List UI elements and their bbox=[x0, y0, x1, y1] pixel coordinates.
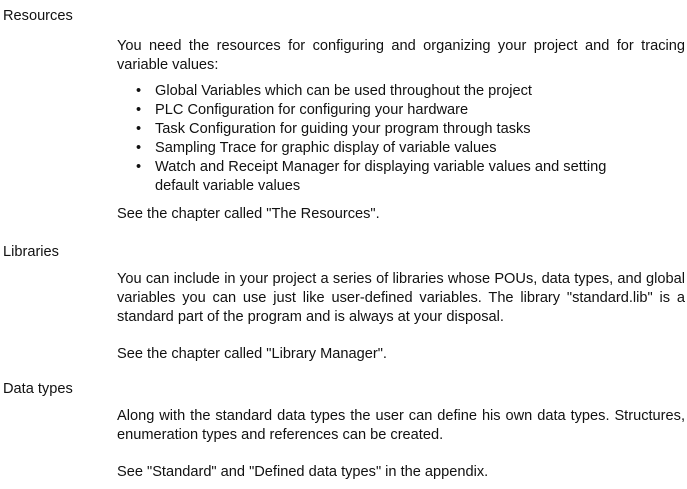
resources-body bbox=[117, 37, 685, 224]
bullet-icon: • bbox=[136, 159, 142, 175]
resources-see-also: See the chapter called "The Resources". bbox=[117, 206, 380, 222]
resources-bullet-list bbox=[117, 82, 685, 196]
libraries-text: You can include in your project a series of libraries whose POUs, data types, and global variables you can use just like user-defined variables. The library "standard.lib" is a standard part of the program and is always at your disposal. bbox=[117, 271, 685, 325]
bullet-item bbox=[117, 82, 685, 101]
bullet-text: Task Configuration for guiding your program through tasks bbox=[155, 121, 531, 137]
data-types-body bbox=[117, 407, 685, 482]
data-types-see-also: See "Standard" and "Defined data types" in the appendix. bbox=[117, 464, 489, 480]
heading-resources: Resources bbox=[3, 8, 73, 24]
heading-data-types: Data types bbox=[3, 381, 73, 397]
resources-intro: You need the resources for configuring and organizing your project and for tracing variable values: bbox=[117, 38, 685, 73]
bullet-text: Global Variables which can be used throughout the project bbox=[155, 83, 532, 99]
bullet-icon: • bbox=[136, 83, 142, 99]
data-types-text: Along with the standard data types the user can define his own data types. Structures, enumeration types and references can be created. bbox=[117, 408, 685, 443]
bullet-item bbox=[117, 101, 685, 120]
bullet-item bbox=[117, 158, 685, 196]
libraries-see-also: See the chapter called "Library Manager". bbox=[117, 346, 387, 362]
bullet-icon: • bbox=[136, 102, 142, 118]
bullet-text: Watch and Receipt Manager for displaying variable values and setting default variable values bbox=[155, 159, 607, 194]
bullet-text: Sampling Trace for graphic display of variable values bbox=[155, 140, 497, 156]
bullet-text: PLC Configuration for configuring your hardware bbox=[155, 102, 469, 118]
heading-libraries: Libraries bbox=[3, 244, 59, 260]
bullet-item bbox=[117, 120, 685, 139]
bullet-icon: • bbox=[136, 121, 142, 137]
bullet-item bbox=[117, 139, 685, 158]
bullet-icon: • bbox=[136, 140, 142, 156]
libraries-body bbox=[117, 270, 685, 364]
